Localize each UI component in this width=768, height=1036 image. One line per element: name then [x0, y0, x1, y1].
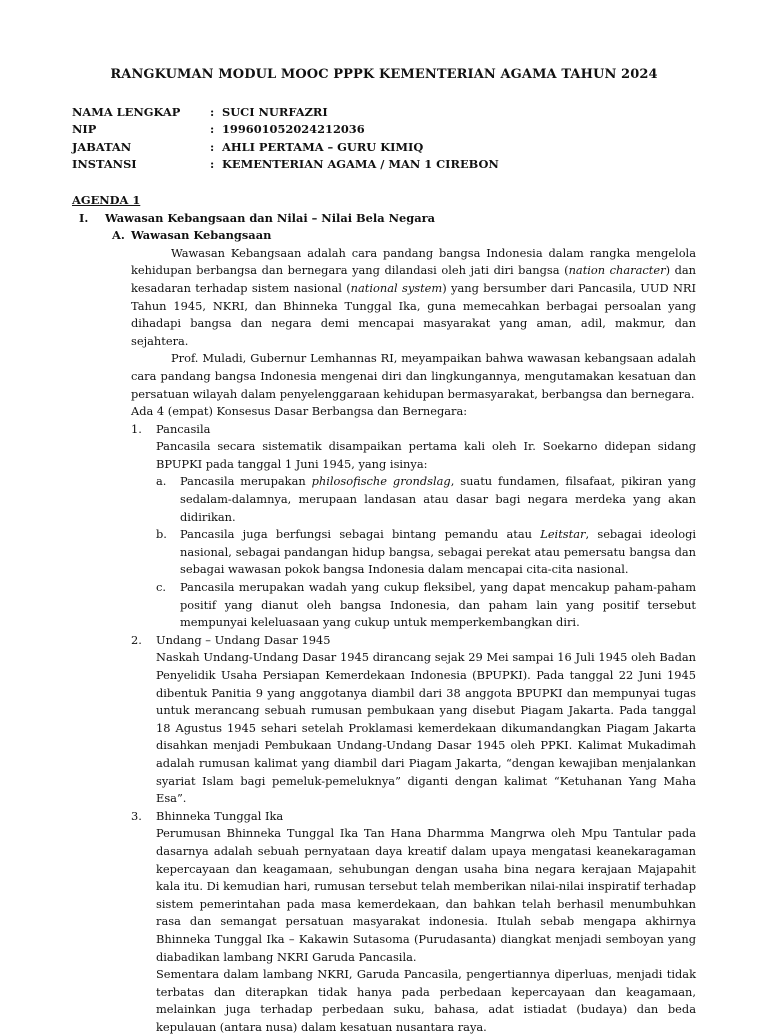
- italic-term: national system: [350, 280, 443, 295]
- subsection-number: A.: [112, 228, 125, 243]
- section-heading: [72, 210, 696, 228]
- identity-label-name: NAMA LENGKAP: [72, 104, 181, 119]
- paragraph-text: , sebagai ideologi nasional, sebagai pandangan hidup bangsa, sebagai perekat atau pemersatu bangsa dan sebagai wawasan pokok bangsa Indonesia dalam mencapai cita-cita nasional.: [180, 527, 696, 577]
- list-item-pancasila: [72, 421, 696, 439]
- identity-value-name: SUCI NURFAZRI: [222, 104, 328, 119]
- list-item-title: Bhinneka Tunggal Ika: [156, 808, 284, 823]
- list-item-body: Perumusan Bhinneka Tunggal Ika Tan Hana Dharmma Mangrwa oleh Mpu Tantular pada dasarnya adalah sebuah pernyataan daya kreatif dalam upaya mengatasi keanekaragaman kepercayaan dan keagamaan, sehubungan dengan usaha bina negara kerajaan Majapahit kala itu. Di kemudian hari, rumusan tersebut telah memberikan nilai-nilai inspiratif terhadap sistem pemerintahan pada masa kemerdekaan, dan bahkan telah berhasil menumbuhkan rasa dan semangat persatuan masyarakat indonesia. Itulah sebab mengapa akhirnya Bhinneka Tunggal Ika – Kakawin Sutasoma (Purudasanta) diangkat menjadi semboyan yang diabadikan lambang NKRI Garuda Pancasila.: [156, 826, 696, 964]
- identity-sep: :: [210, 139, 215, 154]
- sub-list-text: Pancasila merupakan wadah yang cukup fleksibel, yang dapat mencakup paham-paham positif yang dianut oleh bangsa Indonesia, dan paham lain yang positif tersebut mempunyai keleluasaan yang cukup untuk memperkembangkan diri.: [180, 580, 696, 630]
- list-item-bhinneka: [72, 808, 696, 826]
- identity-sep: :: [210, 122, 215, 137]
- sub-list-text: [180, 473, 696, 526]
- list-item-title: Undang – Undang Dasar 1945: [156, 632, 331, 647]
- sub-list-letter: c.: [156, 580, 167, 595]
- sub-list-item-b: [72, 526, 696, 579]
- list-item-body: Sementara dalam lambang NKRI, Garuda Pancasila, pengertiannya diperluas, menjadi tidak terbatas dan diterapkan tidak hanya pada perbedaan kepercayaan dan keagamaan, melainkan juga terhadap perbedaan suku, bahasa, adat istiadat (budaya) dan beda kepulauan (antara nusa) dalam kesatuan nusantara raya.: [156, 967, 696, 1034]
- identity-sep: :: [210, 157, 215, 172]
- list-number: 2.: [131, 632, 142, 647]
- identity-label-nip: NIP: [72, 122, 97, 137]
- paragraph-definition: [72, 245, 696, 351]
- identity-value-institution: KEMENTERIAN AGAMA / MAN 1 CIREBON: [222, 157, 499, 172]
- identity-sep: :: [210, 104, 215, 119]
- paragraph-text: ) dan kesadaran terhadap sistem nasional (: [131, 263, 696, 295]
- sub-list-letter: a.: [156, 474, 167, 489]
- paragraph-consensus-intro: Ada 4 (empat) Konsesus Dasar Berbangsa dan Bernegara:: [131, 404, 468, 419]
- section-title: Wawasan Kebangsaan dan Nilai – Nilai Bela Negara: [105, 210, 435, 225]
- identity-label-institution: INSTANSI: [72, 157, 137, 172]
- document-title: RANGKUMAN MODUL MOOC PPPK KEMENTERIAN AGAMA TAHUN 2024: [110, 67, 658, 82]
- list-item-body: Naskah Undang-Undang Dasar 1945 dirancang sejak 29 Mei sampai 16 Juli 1945 oleh Badan Penyelidik Usaha Persiapan Kemerdekaan Indonesia (BPUPKI). Pada tanggal 22 Juni 1945 dibentuk Panitia 9 yang anggotanya diambil dari 38 anggota BPUPKI dan mempunyai tugas untuk merancang sebuah rumusan pembukaan yang disebut Piagam Jakarta. Pada tanggal 18 Agustus 1945 sehari setelah Proklamasi kemerdekaan dikumandangkan Piagam Jakarta disahkan menjadi Pembukaan Undang-Undang Dasar 1945 oleh PPKI. Kalimat Mukadimah adalah rumusan kalimat yang diambil dari Piagam Jakarta, “dengan kewajiban menjalankan syariat Islam bagi pemeluk-pemeluknya” diganti dengan kalimat “Ketuhanan Yang Maha Esa”.: [156, 650, 696, 806]
- italic-term: Leitstar: [540, 527, 586, 542]
- paragraph-text: Pancasila merupakan: [180, 474, 312, 489]
- paragraph-text: , suatu fundamen, filsafaat, pikiran yang sedalam-dalamnya, merupaan landasan atau dasar bagi negara merdeka yang akan didirikan.: [180, 474, 696, 524]
- identity-label-position: JABATAN: [72, 139, 132, 154]
- paragraph-muladi: Prof. Muladi, Gubernur Lemhannas RI, meyampaikan bahwa wawasan kebangsaan adalah cara pandang bangsa Indonesia mengenai diri dan lingkungannya, mengutamakan kesatuan dan persatuan wilayah dalam penyelenggaraan kehidupan bermasyarakat, berbangsa dan bernegara.: [131, 351, 696, 401]
- list-item-body: Pancasila secara sistematik disampaikan pertama kali oleh Ir. Soekarno didepan sidang BPUPKI pada tanggal 1 Juni 1945, yang isinya:: [156, 439, 696, 471]
- list-item-uud: [72, 632, 696, 650]
- list-item-title: Pancasila: [156, 421, 211, 436]
- subsection-heading: [72, 227, 696, 245]
- italic-term: nation character: [568, 263, 666, 278]
- identity-value-position: AHLI PERTAMA – GURU KIMIQ: [222, 139, 424, 154]
- paragraph-text: ) yang bersumber dari Pancasila, UUD NRI Tahun 1945, NKRI, dan Bhinneka Tunggal Ika, guna memecahkan berbagai persoalan yang dihadapi bangsa dan negara demi mencapai masyarakat yang aman, adil, makmur, dan sejahtera.: [131, 280, 697, 348]
- list-number: 1.: [131, 421, 142, 436]
- paragraph-text: Wawasan Kebangsaan adalah cara pandang bangsa Indonesia dalam rangka mengelola kehidupan berbangsa dan bernegara yang dilandasi oleh jati diri bangsa (: [131, 245, 696, 278]
- section-number: I.: [79, 210, 89, 225]
- identity-table: [72, 104, 696, 174]
- sub-list-item-c: [72, 579, 696, 632]
- paragraph-text: Pancasila juga berfungsi sebagai bintang pemandu atau: [180, 527, 541, 542]
- agenda-heading: AGENDA 1: [72, 192, 141, 207]
- identity-value-nip: 199601052024212036: [222, 122, 365, 137]
- sub-list-item-a: [72, 473, 696, 526]
- sub-list-text: [180, 526, 696, 579]
- italic-term: philosofische grondslag: [311, 474, 451, 489]
- subsection-title: Wawasan Kebangsaan: [131, 228, 272, 243]
- sub-list-letter: b.: [156, 527, 167, 542]
- list-number: 3.: [131, 808, 142, 823]
